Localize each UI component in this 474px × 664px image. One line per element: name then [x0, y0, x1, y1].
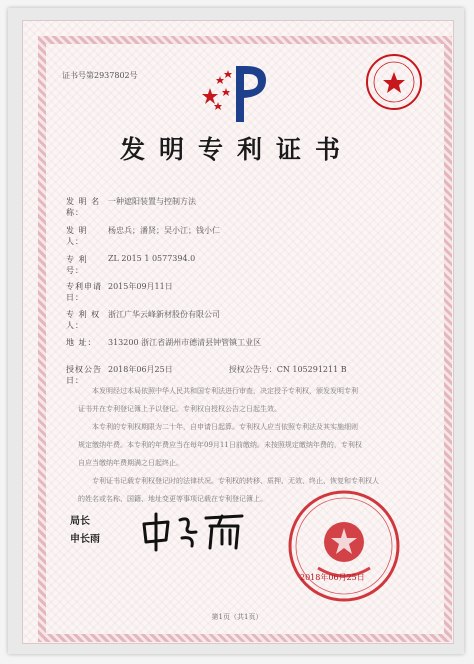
body-line: 自应当缴纳年费期满之日起终止。 — [78, 459, 183, 467]
field-application-date — [66, 281, 173, 303]
body-line: 证书并在专利登记簿上予以登记。专利权自授权公告之日起生效。 — [78, 405, 281, 413]
certificate-number: 证书号第2937802号 — [62, 71, 138, 80]
handwritten-signature — [138, 510, 248, 554]
field-label: 专利申请日： — [66, 282, 102, 302]
body-line: 本专利的专利权期限为二十年，自申请日起算。专利权人应当依照专利法及其实施细则 — [92, 423, 358, 431]
body-line: 专利证书记载专利权登记时的法律状况。专利权的转移、质押、无效、终止、恢复和专利权人 — [92, 477, 379, 485]
page-footer: 第1页（共1页） — [211, 613, 263, 621]
field-patent-number — [66, 254, 195, 276]
field-value: 313200 浙江省湖州市德清县钟管镇工业区 — [108, 338, 262, 347]
seal-date: 2018年06月25日 — [300, 573, 365, 582]
field-label: 发 明 名 称： — [66, 197, 101, 217]
body-line: 本发明经过本局依照中华人民共和国专利法进行审查，决定授予专利权，颁发发明专利 — [92, 387, 358, 395]
field-value: 2018年06月25日 — [108, 365, 173, 374]
field-label: 授权公告日： — [66, 365, 102, 385]
field-invention-name — [66, 196, 196, 218]
field-patentee — [66, 309, 220, 331]
top-right-seal-icon — [364, 52, 424, 112]
field-grant-number: 授权公告号：CN 105291211 B — [228, 365, 347, 374]
field-inventors — [66, 225, 220, 247]
field-value: 浙江广华云峰新材股份有限公司 — [108, 310, 220, 319]
field-label: 地 址： — [66, 338, 97, 347]
field-value: 2015年09月11日 — [108, 282, 173, 291]
patent-office-emblem-icon — [196, 58, 276, 128]
body-line: 规定缴纳年费。本专利的年费应当在每年09月11日前缴纳。未按照规定缴纳年费的，专利权 — [78, 441, 362, 449]
field-label: 专 利 号： — [66, 255, 88, 275]
field-value: ZL 2015 1 0577394.0 — [108, 254, 196, 263]
field-value: 一种遮阳装置与控制方法 — [108, 197, 196, 206]
body-line: 的姓名或名称、国籍、地址变更等事项记载在专利登记簿上。 — [78, 495, 267, 503]
field-value: 杨忠兵；潘贤；吴小江；钱小仁 — [108, 226, 220, 235]
field-label: 发 明 人： — [66, 226, 88, 246]
signature-title: 局长 — [70, 516, 90, 527]
official-seal-icon — [286, 488, 402, 604]
field-address — [66, 337, 261, 348]
field-label: 专 利 权 人： — [66, 310, 101, 330]
certificate-title: 发明专利证书 — [119, 135, 354, 164]
signature-name-label: 申长雨 — [70, 534, 100, 545]
